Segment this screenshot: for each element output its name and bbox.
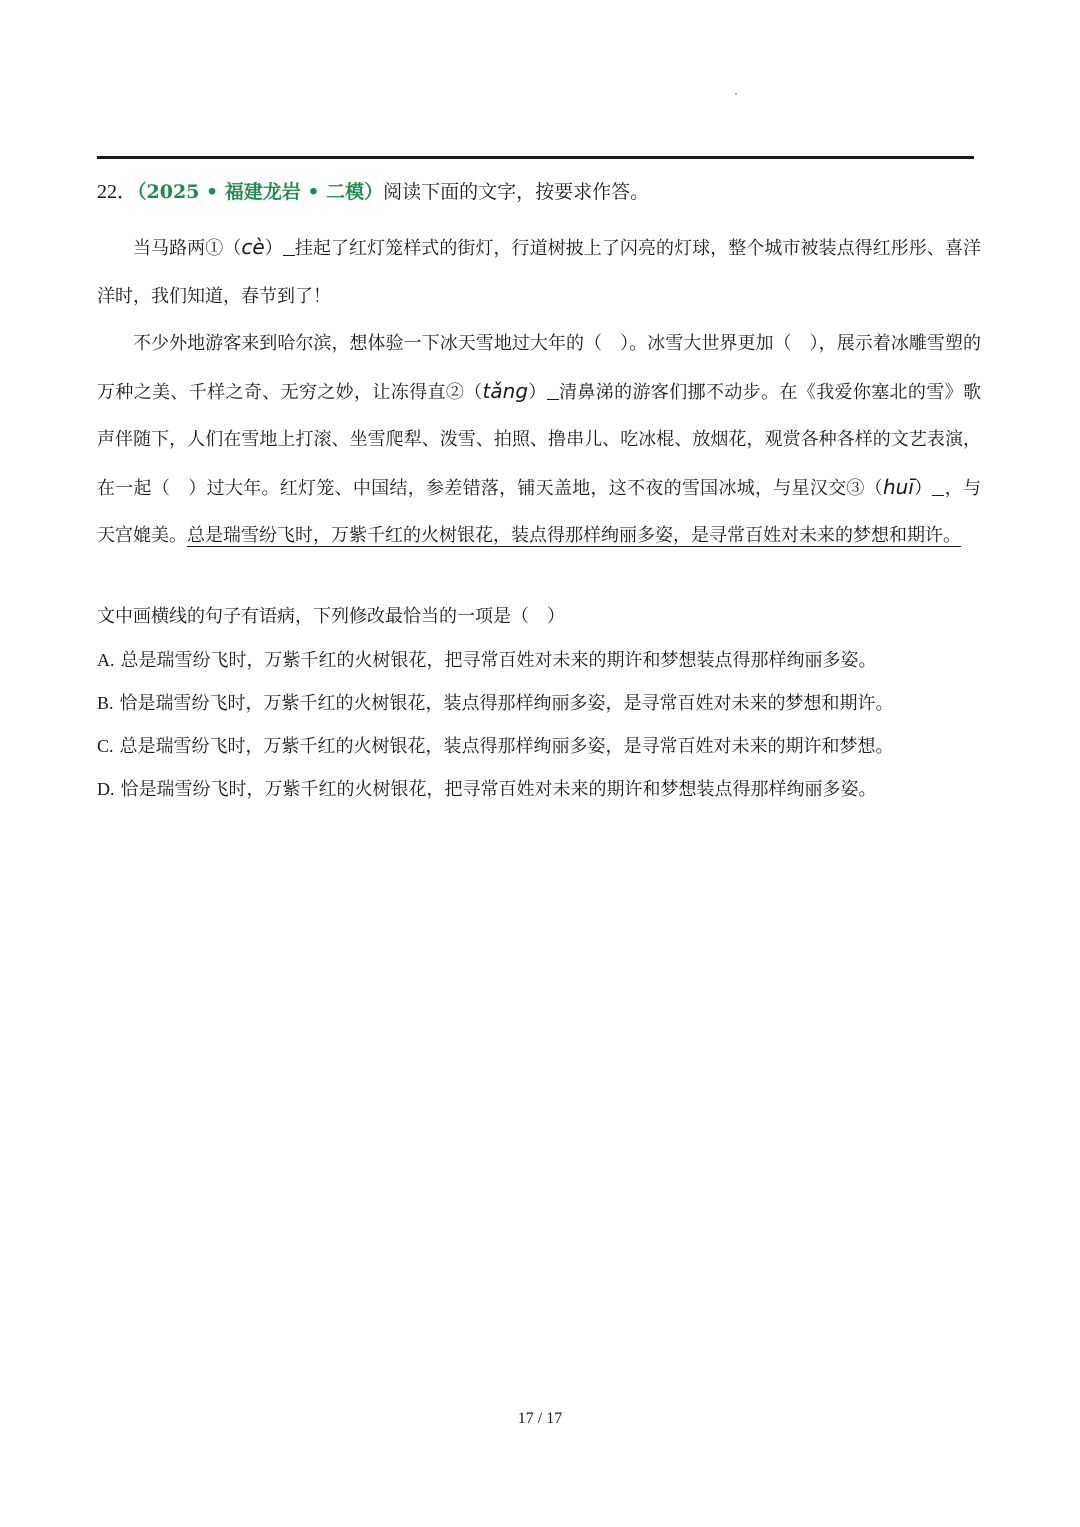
reading-passage <box>97 224 981 560</box>
passage-text: ） <box>264 238 283 259</box>
option-text: 总是瑞雪纷飞时，万紫千红的火树银花，把寻常百姓对未来的期许和梦想装点得那样绚丽多姿。 <box>120 650 877 671</box>
pinyin-3: huī <box>882 474 914 499</box>
question-instruction: 阅读下面的文字，按要求作答。 <box>383 181 650 203</box>
passage-text: 不少外地游客来到哈尔滨，想体验一下冰天雪地过大年的（ ）。冰雪大世界更加（ ），展示着冰雕雪塑的万种之美、千样之奇、无穷之妙，让冻得直②（ <box>97 333 981 403</box>
scan-speck <box>735 93 737 95</box>
header-rule <box>97 156 974 159</box>
option-text: 恰是瑞雪纷飞时，万紫千红的火树银花，装点得那样绚丽多姿，是寻常百姓对未来的梦想和期许。 <box>119 693 894 714</box>
pinyin-2: tǎng <box>482 378 529 403</box>
fill-blank-1 <box>283 237 295 256</box>
option-letter: C. <box>97 736 114 756</box>
passage-text: 清鼻涕的游客们挪不动步。在《我爱你塞北的雪》歌声伴随下，人们在雪地上打滚、坐雪爬犁、泼雪、拍照、撸串儿、吃冰棍、放烟花，观赏各种各样的文艺表演，在一起（ ）过大年。红灯笼、中国结，参差错落，铺天盖地，这不夜的雪国冰城，与星汉交③（ <box>97 381 981 499</box>
question-heading <box>97 176 977 208</box>
passage-text: ） <box>913 477 933 499</box>
passage-text: ） <box>528 381 547 403</box>
option-letter: A. <box>97 650 115 670</box>
question-source: （2025 • 福建龙岩 • 二模） <box>137 181 384 203</box>
page-number: 17 / 17 <box>517 1410 563 1427</box>
passage-paragraph-2 <box>97 320 981 560</box>
question-stem: 文中画横线的句子有语病，下列修改最恰当的一项是（ ） <box>97 606 565 627</box>
passage-text: 挂起了红灯笼样式的街灯，行道树披上了闪亮的灯球，整个城市被装点得红彤彤、喜洋洋时，我们知道，春节到了！ <box>97 238 982 307</box>
option-c <box>97 730 981 773</box>
option-text: 总是瑞雪纷飞时，万紫千红的火树银花，装点得那样绚丽多姿，是寻常百姓对未来的期许和梦想。 <box>119 736 894 757</box>
option-b <box>97 687 981 730</box>
option-text: 恰是瑞雪纷飞时，万紫千红的火树银花，把寻常百姓对未来的期许和梦想装点得那样绚丽多姿。 <box>120 779 877 800</box>
pinyin-1: cè <box>241 235 265 259</box>
passage-text: ，与天宫媲美。 <box>97 477 982 546</box>
passage-text: 当马路两①（ <box>133 238 242 259</box>
fill-blank-3 <box>932 477 944 496</box>
option-letter: B. <box>97 693 114 713</box>
option-letter: D. <box>97 779 115 799</box>
passage-paragraph-1 <box>97 224 981 320</box>
underlined-sentence: 总是瑞雪纷飞时，万紫千红的火树银花，装点得那样绚丽多姿，是寻常百姓对未来的梦想和期许。 <box>187 525 961 546</box>
option-a <box>97 644 981 687</box>
question-number: 22． <box>97 181 137 203</box>
question-block <box>97 601 981 816</box>
fill-blank-2 <box>547 381 559 400</box>
option-d <box>97 773 981 816</box>
